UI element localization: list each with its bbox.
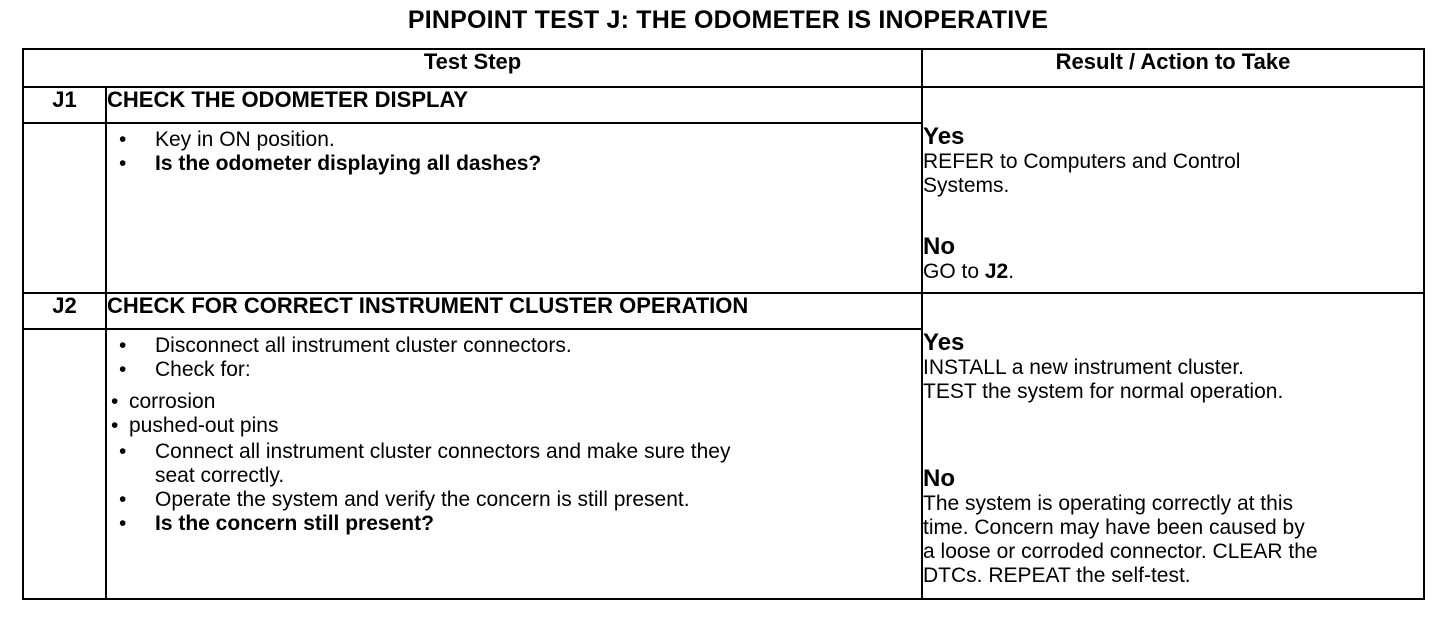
step-title: CHECK FOR CORRECT INSTRUMENT CLUSTER OPERATION <box>106 293 922 329</box>
yes-text-line: TEST the system for normal operation. <box>923 380 1284 403</box>
step-id: J2 <box>23 293 106 329</box>
page-title: PINPOINT TEST J: THE ODOMETER IS INOPERATIVE <box>407 6 1049 34</box>
step-id: J1 <box>23 87 106 123</box>
step-title: CHECK THE ODOMETER DISPLAY <box>106 87 922 123</box>
list-item: • Connect all instrument cluster connectors and make sure they seat correctly. <box>119 440 731 487</box>
list-item: • Check for: • corrosion • pushed-out pins <box>107 358 921 438</box>
step-body <box>106 123 922 293</box>
list-item: • Is the concern still present? <box>119 512 434 535</box>
no-label: No <box>923 465 956 492</box>
step-reference: J2 <box>984 260 1009 283</box>
step-title-row <box>23 87 1424 123</box>
yes-text-line: REFER to Computers and Control <box>923 150 1241 173</box>
no-label: No <box>923 233 956 260</box>
yes-text-line: Systems. <box>923 174 1010 197</box>
yes-label: Yes <box>923 123 965 150</box>
step-result-cell <box>922 87 1424 293</box>
table-header-row <box>23 49 1424 87</box>
bullet-list <box>107 334 921 536</box>
bullet-list <box>107 128 921 176</box>
step-body <box>106 329 922 599</box>
yes-label: Yes <box>923 329 965 356</box>
step-title-row <box>23 293 1424 329</box>
result-header: Result / Action to Take <box>922 49 1424 87</box>
no-text-line: DTCs. REPEAT the self-test. <box>923 564 1191 587</box>
list-item: • Key in ON position. <box>119 128 335 151</box>
list-item: • Operate the system and verify the concern is still present. <box>119 488 690 511</box>
no-text-line: GO to J2. <box>923 260 1015 283</box>
pinpoint-test-table <box>22 48 1425 600</box>
list-item: • Disconnect all instrument cluster connectors. <box>119 334 572 357</box>
no-text-line: a loose or corroded connector. CLEAR the <box>923 540 1318 563</box>
sub-list-item: • pushed-out pins <box>111 414 279 437</box>
no-text-line: The system is operating correctly at this <box>923 492 1293 515</box>
yes-text-line: INSTALL a new instrument cluster. <box>923 356 1244 379</box>
no-text-line: time. Concern may have been caused by <box>923 516 1305 539</box>
list-item: • Is the odometer displaying all dashes? <box>119 152 542 175</box>
step-result-cell <box>922 293 1424 599</box>
sub-list-item: • corrosion <box>111 390 216 413</box>
test-step-header: Test Step <box>23 49 922 87</box>
sub-bullet-list <box>107 390 921 438</box>
